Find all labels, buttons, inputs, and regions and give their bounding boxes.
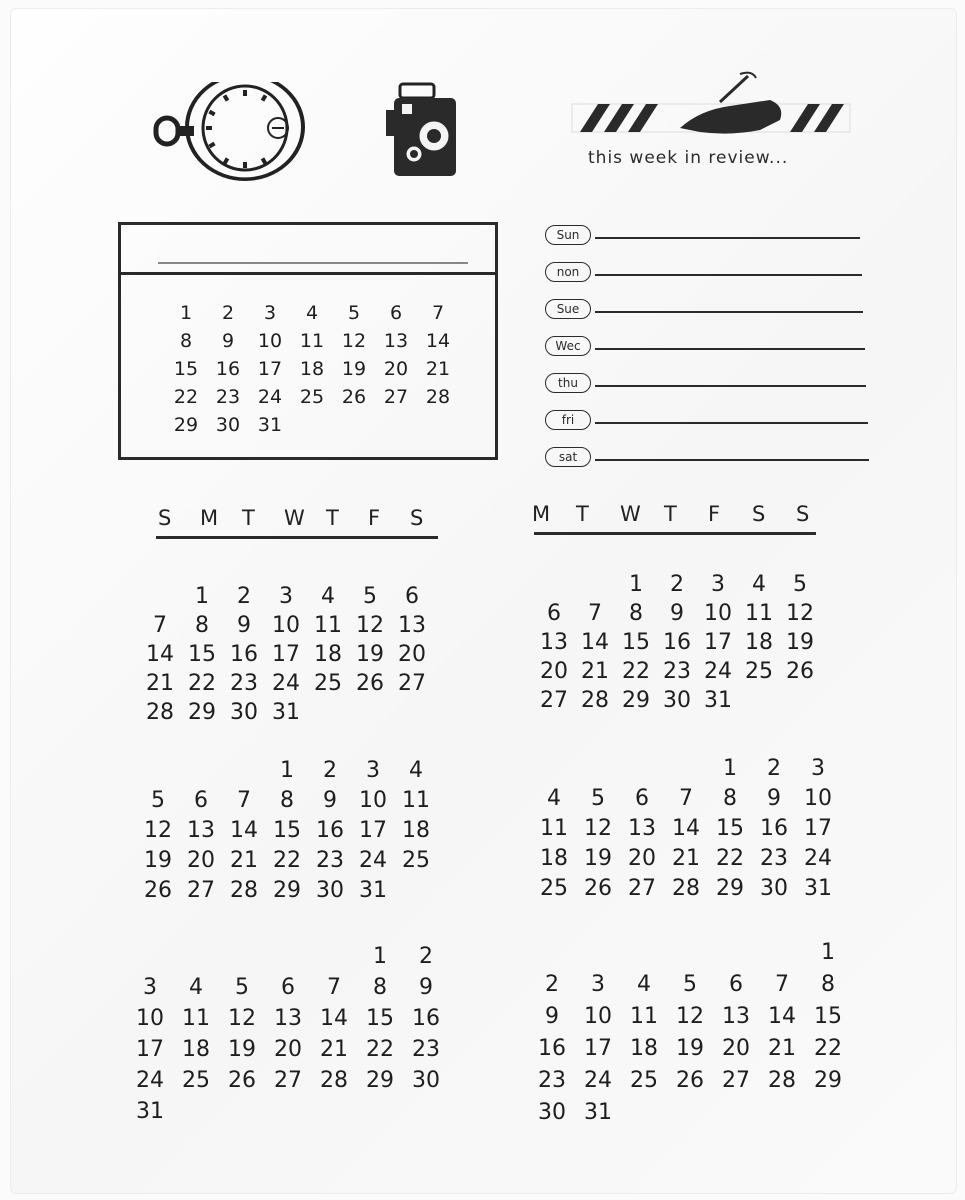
calendar-day: 30 <box>310 878 350 903</box>
calendar-day: 10 <box>266 613 306 638</box>
calendar-day: 13 <box>622 816 662 841</box>
weekday-letter: M <box>200 506 219 530</box>
calendar-day: 30 <box>532 1100 572 1125</box>
calendar-day: 9 <box>310 788 350 813</box>
calendar-day: 25 <box>534 876 574 901</box>
week-day-line <box>595 237 860 239</box>
calendar-day: 21 <box>666 846 706 871</box>
calendar-day: 14 <box>762 1004 802 1029</box>
weekday-letter: F <box>368 506 381 530</box>
weekday-letter: W <box>284 506 305 530</box>
calendar-day: 17 <box>250 358 290 380</box>
weekday-letter: M <box>532 502 551 526</box>
week-day-pill: Wec <box>545 336 591 356</box>
calendar-day: 22 <box>710 846 750 871</box>
calendar-day: 21 <box>140 671 180 696</box>
calendar-day: 18 <box>308 642 348 667</box>
pocket-watch-icon <box>150 82 320 192</box>
calendar-day: 17 <box>266 642 306 667</box>
calendar-day: 19 <box>578 846 618 871</box>
calendar-day: 21 <box>224 848 264 873</box>
calendar-day: 15 <box>267 818 307 843</box>
week-day-pill: Sue <box>545 299 591 319</box>
calendar-day: 24 <box>250 386 290 408</box>
calendar-day: 25 <box>176 1068 216 1093</box>
calendar-day: 22 <box>182 671 222 696</box>
weekday-header-left-line <box>156 536 438 539</box>
calendar-day: 4 <box>739 572 779 597</box>
week-day-pill: fri <box>545 410 591 430</box>
calendar-day: 4 <box>292 302 332 324</box>
calendar-day: 2 <box>406 944 446 969</box>
calendar-day: 9 <box>532 1004 572 1029</box>
calendar-day: 31 <box>250 414 290 436</box>
calendar-day: 10 <box>578 1004 618 1029</box>
calendar-day: 11 <box>176 1006 216 1031</box>
calendar-day: 5 <box>138 788 178 813</box>
calendar-day: 2 <box>310 758 350 783</box>
week-day-row <box>545 371 870 397</box>
calendar-day: 12 <box>138 818 178 843</box>
calendar-day: 7 <box>762 972 802 997</box>
calendar-day: 14 <box>666 816 706 841</box>
small-calendar-title-line <box>158 262 468 264</box>
calendar-day: 12 <box>780 601 820 626</box>
calendar-day: 10 <box>798 786 838 811</box>
calendar-day: 18 <box>176 1037 216 1062</box>
calendar-day: 24 <box>353 848 393 873</box>
week-day-line <box>595 385 866 387</box>
calendar-day: 20 <box>376 358 416 380</box>
calendar-day: 1 <box>616 572 656 597</box>
calendar-day: 17 <box>353 818 393 843</box>
calendar-day: 10 <box>130 1006 170 1031</box>
calendar-day: 8 <box>808 972 848 997</box>
calendar-day: 5 <box>578 786 618 811</box>
calendar-day: 23 <box>657 659 697 684</box>
calendar-day: 18 <box>624 1036 664 1061</box>
calendar-day: 31 <box>266 700 306 725</box>
calendar-day: 8 <box>710 786 750 811</box>
calendar-day: 7 <box>418 302 458 324</box>
calendar-day: 5 <box>222 975 262 1000</box>
week-day-row <box>545 408 870 434</box>
calendar-day: 22 <box>267 848 307 873</box>
calendar-day: 24 <box>266 671 306 696</box>
weekday-letter: T <box>242 506 255 530</box>
calendar-day: 1 <box>808 940 848 965</box>
calendar-day: 9 <box>406 975 446 1000</box>
calendar-day: 6 <box>622 786 662 811</box>
calendar-day: 6 <box>534 601 574 626</box>
weekday-letter: S <box>752 502 766 526</box>
calendar-day: 29 <box>710 876 750 901</box>
calendar-day: 3 <box>130 975 170 1000</box>
calendar-day: 28 <box>666 876 706 901</box>
weekday-header-right-line <box>534 532 816 535</box>
calendar-day: 3 <box>266 584 306 609</box>
calendar-day: 22 <box>616 659 656 684</box>
calendar-day: 30 <box>224 700 264 725</box>
calendar-day: 31 <box>130 1099 170 1124</box>
calendar-day: 30 <box>754 876 794 901</box>
calendar-day: 8 <box>267 788 307 813</box>
calendar-day: 18 <box>534 846 574 871</box>
calendar-day: 30 <box>657 688 697 713</box>
week-day-pill: non <box>545 262 591 282</box>
calendar-day: 23 <box>224 671 264 696</box>
calendar-day: 26 <box>350 671 390 696</box>
calendar-day: 28 <box>575 688 615 713</box>
calendar-day: 24 <box>698 659 738 684</box>
calendar-day: 28 <box>418 386 458 408</box>
calendar-day: 1 <box>267 758 307 783</box>
calendar-day: 11 <box>292 330 332 352</box>
calendar-day: 19 <box>334 358 374 380</box>
calendar-day: 5 <box>670 972 710 997</box>
calendar-day: 15 <box>710 816 750 841</box>
calendar-day: 25 <box>624 1068 664 1093</box>
calendar-day: 29 <box>808 1068 848 1093</box>
calendar-day: 4 <box>624 972 664 997</box>
calendar-day: 29 <box>166 414 206 436</box>
calendar-day: 27 <box>716 1068 756 1093</box>
calendar-day: 2 <box>657 572 697 597</box>
weekday-letter: T <box>326 506 339 530</box>
calendar-day: 8 <box>166 330 206 352</box>
week-day-line <box>595 422 868 424</box>
calendar-day: 21 <box>762 1036 802 1061</box>
calendar-day: 7 <box>666 786 706 811</box>
calendar-day: 12 <box>670 1004 710 1029</box>
calendar-day: 25 <box>739 659 779 684</box>
calendar-day: 3 <box>798 756 838 781</box>
calendar-day: 25 <box>396 848 436 873</box>
calendar-day: 31 <box>353 878 393 903</box>
calendar-day: 6 <box>181 788 221 813</box>
calendar-day: 3 <box>698 572 738 597</box>
calendar-day: 24 <box>578 1068 618 1093</box>
calendar-day: 26 <box>334 386 374 408</box>
calendar-day: 26 <box>222 1068 262 1093</box>
calendar-day: 4 <box>396 758 436 783</box>
calendar-day: 26 <box>578 876 618 901</box>
calendar-day: 19 <box>350 642 390 667</box>
calendar-day: 23 <box>406 1037 446 1062</box>
week-day-row <box>545 260 870 286</box>
weekday-letter: S <box>796 502 810 526</box>
week-day-line <box>595 311 863 313</box>
calendar-day: 14 <box>575 630 615 655</box>
calendar-day: 28 <box>140 700 180 725</box>
calendar-day: 19 <box>670 1036 710 1061</box>
calendar-day: 21 <box>575 659 615 684</box>
calendar-day: 11 <box>739 601 779 626</box>
calendar-day: 22 <box>360 1037 400 1062</box>
calendar-day: 24 <box>130 1068 170 1093</box>
calendar-day: 17 <box>578 1036 618 1061</box>
calendar-day: 27 <box>622 876 662 901</box>
calendar-day: 20 <box>716 1036 756 1061</box>
calendar-day: 15 <box>360 1006 400 1031</box>
calendar-day: 13 <box>181 818 221 843</box>
weekday-letter: S <box>410 506 424 530</box>
calendar-day: 25 <box>308 671 348 696</box>
calendar-day: 9 <box>208 330 248 352</box>
calendar-day: 20 <box>268 1037 308 1062</box>
calendar-day: 17 <box>130 1037 170 1062</box>
calendar-day: 24 <box>798 846 838 871</box>
calendar-day: 27 <box>268 1068 308 1093</box>
calendar-day: 23 <box>310 848 350 873</box>
calendar-day: 6 <box>268 975 308 1000</box>
calendar-day: 1 <box>360 944 400 969</box>
camera-icon <box>378 80 468 190</box>
calendar-day: 3 <box>250 302 290 324</box>
calendar-day: 18 <box>292 358 332 380</box>
calendar-day: 28 <box>224 878 264 903</box>
calendar-day: 15 <box>182 642 222 667</box>
calendar-day: 11 <box>308 613 348 638</box>
calendar-day: 27 <box>534 688 574 713</box>
calendar-day: 13 <box>392 613 432 638</box>
week-in-review-label: this week in review... <box>588 148 789 168</box>
calendar-day: 28 <box>314 1068 354 1093</box>
calendar-day: 15 <box>808 1004 848 1029</box>
calendar-day: 17 <box>698 630 738 655</box>
calendar-day: 26 <box>670 1068 710 1093</box>
calendar-day: 16 <box>754 816 794 841</box>
calendar-day: 30 <box>406 1068 446 1093</box>
calendar-day: 13 <box>534 630 574 655</box>
calendar-day: 23 <box>532 1068 572 1093</box>
calendar-day: 2 <box>532 972 572 997</box>
calendar-day: 7 <box>224 788 264 813</box>
calendar-day: 22 <box>808 1036 848 1061</box>
calendar-day: 27 <box>376 386 416 408</box>
calendar-day: 20 <box>534 659 574 684</box>
calendar-day: 17 <box>798 816 838 841</box>
calendar-day: 3 <box>353 758 393 783</box>
calendar-day: 29 <box>267 878 307 903</box>
calendar-day: 14 <box>140 642 180 667</box>
weekday-letter: W <box>620 502 641 526</box>
calendar-day: 20 <box>622 846 662 871</box>
calendar-day: 27 <box>181 878 221 903</box>
calendar-day: 16 <box>406 1006 446 1031</box>
week-day-line <box>595 348 865 350</box>
week-day-row <box>545 297 870 323</box>
calendar-day: 12 <box>578 816 618 841</box>
week-day-row <box>545 334 870 360</box>
calendar-day: 11 <box>624 1004 664 1029</box>
weekday-letter: S <box>158 506 172 530</box>
calendar-day: 7 <box>314 975 354 1000</box>
calendar-day: 5 <box>350 584 390 609</box>
calendar-day: 2 <box>754 756 794 781</box>
week-day-line <box>595 274 862 276</box>
calendar-day: 21 <box>418 358 458 380</box>
calendar-day: 4 <box>534 786 574 811</box>
calendar-day: 26 <box>138 878 178 903</box>
calendar-day: 9 <box>224 613 264 638</box>
calendar-day: 13 <box>376 330 416 352</box>
weekday-letter: T <box>576 502 589 526</box>
calendar-day: 16 <box>224 642 264 667</box>
calendar-day: 8 <box>360 975 400 1000</box>
calendar-day: 14 <box>314 1006 354 1031</box>
calendar-day: 19 <box>780 630 820 655</box>
week-day-pill: thu <box>545 373 591 393</box>
calendar-day: 6 <box>392 584 432 609</box>
calendar-day: 29 <box>182 700 222 725</box>
calendar-day: 18 <box>739 630 779 655</box>
calendar-day: 25 <box>292 386 332 408</box>
calendar-day: 8 <box>616 601 656 626</box>
calendar-day: 14 <box>224 818 264 843</box>
calendar-day: 1 <box>166 302 206 324</box>
calendar-day: 29 <box>616 688 656 713</box>
calendar-day: 5 <box>334 302 374 324</box>
calendar-day: 12 <box>334 330 374 352</box>
calendar-day: 16 <box>657 630 697 655</box>
calendar-day: 21 <box>314 1037 354 1062</box>
calendar-day: 23 <box>754 846 794 871</box>
calendar-day: 1 <box>710 756 750 781</box>
calendar-day: 28 <box>762 1068 802 1093</box>
calendar-day: 5 <box>780 572 820 597</box>
calendar-day: 15 <box>166 358 206 380</box>
calendar-day: 18 <box>396 818 436 843</box>
calendar-day: 7 <box>575 601 615 626</box>
calendar-day: 20 <box>181 848 221 873</box>
calendar-day: 30 <box>208 414 248 436</box>
calendar-day: 12 <box>350 613 390 638</box>
weekday-letter: T <box>664 502 677 526</box>
calendar-day: 13 <box>716 1004 756 1029</box>
calendar-day: 8 <box>182 613 222 638</box>
calendar-day: 4 <box>308 584 348 609</box>
calendar-day: 14 <box>418 330 458 352</box>
calendar-day: 31 <box>578 1100 618 1125</box>
calendar-day: 16 <box>532 1036 572 1061</box>
week-day-row <box>545 223 870 249</box>
calendar-day: 23 <box>208 386 248 408</box>
calendar-day: 26 <box>780 659 820 684</box>
week-day-row <box>545 445 870 471</box>
calendar-day: 31 <box>698 688 738 713</box>
calendar-day: 29 <box>360 1068 400 1093</box>
calendar-day: 9 <box>657 601 697 626</box>
calendar-day: 22 <box>166 386 206 408</box>
calendar-day: 13 <box>268 1006 308 1031</box>
calendar-day: 9 <box>754 786 794 811</box>
calendar-day: 2 <box>224 584 264 609</box>
calendar-day: 4 <box>176 975 216 1000</box>
calendar-day: 16 <box>208 358 248 380</box>
calendar-day: 11 <box>396 788 436 813</box>
calendar-day: 6 <box>716 972 756 997</box>
calendar-day: 10 <box>353 788 393 813</box>
calendar-day: 31 <box>798 876 838 901</box>
calendar-day: 11 <box>534 816 574 841</box>
calendar-day: 20 <box>392 642 432 667</box>
calendar-day: 19 <box>222 1037 262 1062</box>
calendar-day: 15 <box>616 630 656 655</box>
calendar-day: 7 <box>140 613 180 638</box>
week-day-pill: sat <box>545 447 591 467</box>
calendar-day: 6 <box>376 302 416 324</box>
calendar-day: 16 <box>310 818 350 843</box>
calendar-day: 10 <box>698 601 738 626</box>
calendar-day: 19 <box>138 848 178 873</box>
calendar-day: 27 <box>392 671 432 696</box>
calendar-day: 10 <box>250 330 290 352</box>
weekday-letter: F <box>708 502 721 526</box>
calendar-day: 2 <box>208 302 248 324</box>
calendar-day: 12 <box>222 1006 262 1031</box>
pencil-writing-icon <box>570 70 860 150</box>
small-calendar-divider <box>118 272 498 275</box>
calendar-day: 3 <box>578 972 618 997</box>
calendar-day: 1 <box>182 584 222 609</box>
week-day-pill: Sun <box>545 225 591 245</box>
week-day-line <box>595 459 869 461</box>
